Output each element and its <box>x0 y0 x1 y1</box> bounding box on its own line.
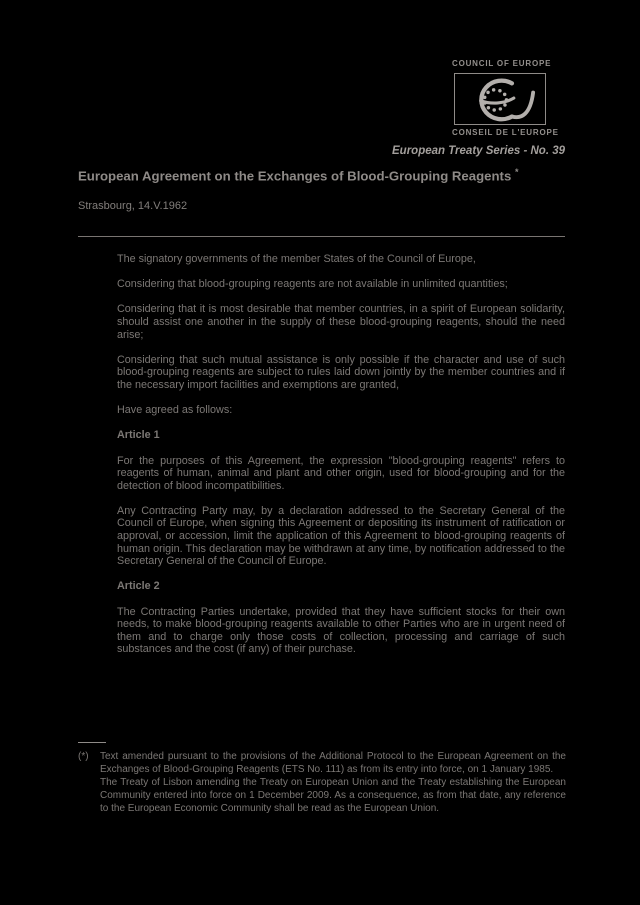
body-paragraph: The Contracting Parties undertake, provided that they have sufficient stocks for their own needs, to make blood-grouping reagents available to other Parties who are in urgent need of them and to charge only those costs of collection, processing and carriage of such substances and the cost (if any) of their purchase. <box>117 605 565 656</box>
footnote-text <box>100 750 566 815</box>
logo-caption-english: COUNCIL OF EUROPE <box>452 59 552 68</box>
article-heading: Article 1 <box>117 429 160 442</box>
body-paragraph: Text amended pursuant to the provisions of the Additional Protocol to the European Agreement on the Exchanges of Blood-Grouping Reagents (ETS No. 111) as from its entry into force, on 1 January 1985. <box>100 751 566 775</box>
body-paragraph: Any Contracting Party may, by a declaration addressed to the Secretary General of the Council of Europe, when signing this Agreement or depositing its instrument of ratification or approval, or accession, limit the application of this Agreement to blood-grouping reagents of human origin. This declaration may be withdrawn at any time, by notification addressed to the Secretary General of the Council of Europe. <box>117 504 565 568</box>
body-paragraph: The Treaty of Lisbon amending the Treaty on European Union and the Treaty establishing the European Community entered into force on 1 December 2009. As a consequence, as from that date, any reference to the European Economic Community shall be read as the European Union. <box>100 777 566 814</box>
treaty-series-number: European Treaty Series - No. 39 <box>392 145 565 157</box>
page-title-text: European Agreement on the Exchanges of Blood-Grouping Reagents <box>78 168 512 184</box>
body-paragraph: Considering that such mutual assistance is only possible if the character and use of such blood-grouping reagents are subject to rules laid down jointly by the member countries and if the necessary import facilities and exemptions are granted, <box>117 353 565 391</box>
footnote-section <box>78 742 566 815</box>
article-heading: Article 2 <box>117 580 160 593</box>
council-of-europe-e-emblem-icon <box>457 76 543 122</box>
page-title <box>78 167 568 183</box>
body-paragraph: Considering that it is most desirable that member countries, in a spirit of European solidarity, should assist one another in the supply of these blood-grouping reagents, should the need arise; <box>117 303 565 341</box>
body-paragraph: Considering that blood-grouping reagents are not available in unlimited quantities; <box>117 278 508 291</box>
logo-emblem-box <box>454 73 546 125</box>
header-divider <box>78 236 565 237</box>
place-and-date: Strasbourg, 14.V.1962 <box>78 200 188 212</box>
body-paragraph: For the purposes of this Agreement, the expression "blood-grouping reagents" refers to reagents of human, animal and plant and other origin, used for blood-grouping and for the detection of blood incompatibilities. <box>117 454 565 492</box>
logo-caption-french: CONSEIL DE L'EUROPE <box>452 128 559 137</box>
body-paragraph: The signatory governments of the member States of the Council of Europe, <box>117 253 476 265</box>
footnote-divider <box>78 742 106 743</box>
footnote-marker: (*) <box>78 751 89 762</box>
document-body <box>117 253 565 669</box>
body-paragraph: Have agreed as follows: <box>117 404 233 417</box>
council-of-europe-logo <box>452 59 559 137</box>
title-footnote-marker: * <box>514 167 519 177</box>
